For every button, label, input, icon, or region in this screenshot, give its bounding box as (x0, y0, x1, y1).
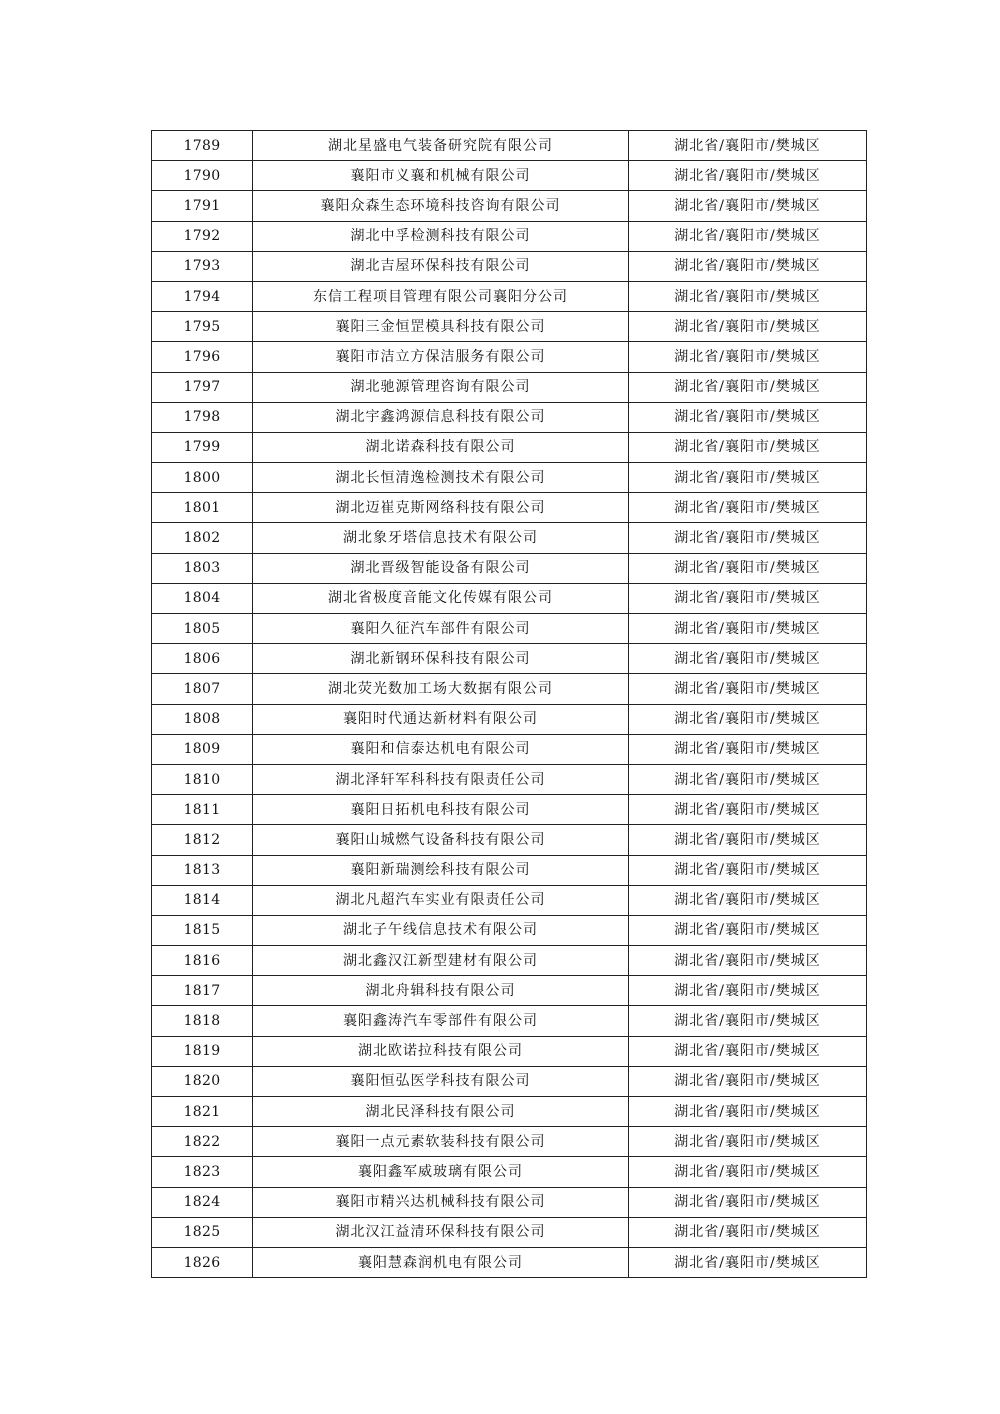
row-number-cell: 1825 (152, 1217, 253, 1247)
row-number-cell: 1810 (152, 764, 253, 794)
table-row (152, 372, 867, 402)
row-number-cell: 1822 (152, 1127, 253, 1157)
company-name-cell: 襄阳鑫涛汽车零部件有限公司 (253, 1006, 629, 1036)
row-number-cell: 1795 (152, 312, 253, 342)
company-name-cell: 湖北诺森科技有限公司 (253, 432, 629, 462)
table-row (152, 342, 867, 372)
row-number-cell: 1805 (152, 614, 253, 644)
row-number-cell: 1824 (152, 1187, 253, 1217)
table-row (152, 1217, 867, 1247)
row-number-cell: 1807 (152, 674, 253, 704)
row-number-cell: 1808 (152, 704, 253, 734)
region-cell: 湖北省/襄阳市/樊城区 (629, 976, 867, 1006)
company-name-cell: 湖北凡超汽车实业有限责任公司 (253, 885, 629, 915)
company-list-table (151, 130, 867, 1278)
row-number-cell: 1799 (152, 432, 253, 462)
row-number-cell: 1826 (152, 1247, 253, 1277)
table-row (152, 161, 867, 191)
region-cell: 湖北省/襄阳市/樊城区 (629, 704, 867, 734)
table-row (152, 1247, 867, 1277)
company-name-cell: 湖北泽轩军科科技有限责任公司 (253, 764, 629, 794)
company-name-cell: 湖北象牙塔信息技术有限公司 (253, 523, 629, 553)
region-cell: 湖北省/襄阳市/樊城区 (629, 674, 867, 704)
company-name-cell: 襄阳和信泰达机电有限公司 (253, 734, 629, 764)
company-name-cell: 东信工程项目管理有限公司襄阳分公司 (253, 281, 629, 311)
row-number-cell: 1809 (152, 734, 253, 764)
row-number-cell: 1794 (152, 281, 253, 311)
company-name-cell: 湖北欧诺拉科技有限公司 (253, 1036, 629, 1066)
row-number-cell: 1793 (152, 251, 253, 281)
company-name-cell: 湖北吉屋环保科技有限公司 (253, 251, 629, 281)
row-number-cell: 1800 (152, 463, 253, 493)
table-row (152, 131, 867, 161)
table-row (152, 915, 867, 945)
table-row (152, 764, 867, 794)
region-cell: 湖北省/襄阳市/樊城区 (629, 1247, 867, 1277)
company-name-cell: 湖北中孚检测科技有限公司 (253, 221, 629, 251)
company-name-cell: 湖北宇鑫鸿源信息科技有限公司 (253, 402, 629, 432)
table-row (152, 704, 867, 734)
row-number-cell: 1823 (152, 1157, 253, 1187)
table-row (152, 1006, 867, 1036)
region-cell: 湖北省/襄阳市/樊城区 (629, 614, 867, 644)
company-name-cell: 湖北新钢环保科技有限公司 (253, 644, 629, 674)
company-name-cell: 湖北汉江益清环保科技有限公司 (253, 1217, 629, 1247)
region-cell: 湖北省/襄阳市/樊城区 (629, 825, 867, 855)
company-name-cell: 湖北星盛电气装备研究院有限公司 (253, 131, 629, 161)
region-cell: 湖北省/襄阳市/樊城区 (629, 493, 867, 523)
company-name-cell: 襄阳恒弘医学科技有限公司 (253, 1066, 629, 1096)
row-number-cell: 1816 (152, 946, 253, 976)
table-row (152, 553, 867, 583)
company-name-cell: 湖北鑫汉江新型建材有限公司 (253, 946, 629, 976)
company-name-cell: 襄阳一点元素软装科技有限公司 (253, 1127, 629, 1157)
company-name-cell: 襄阳众森生态环境科技咨询有限公司 (253, 191, 629, 221)
region-cell: 湖北省/襄阳市/樊城区 (629, 432, 867, 462)
row-number-cell: 1813 (152, 855, 253, 885)
region-cell: 湖北省/襄阳市/樊城区 (629, 1097, 867, 1127)
company-name-cell: 湖北省极度音能文化传媒有限公司 (253, 583, 629, 613)
region-cell: 湖北省/襄阳市/樊城区 (629, 915, 867, 945)
company-name-cell: 襄阳鑫军威玻璃有限公司 (253, 1157, 629, 1187)
table-row (152, 281, 867, 311)
region-cell: 湖北省/襄阳市/樊城区 (629, 281, 867, 311)
row-number-cell: 1818 (152, 1006, 253, 1036)
table-row (152, 946, 867, 976)
table-row (152, 674, 867, 704)
table-row (152, 976, 867, 1006)
row-number-cell: 1789 (152, 131, 253, 161)
company-name-cell: 襄阳久征汽车部件有限公司 (253, 614, 629, 644)
region-cell: 湖北省/襄阳市/樊城区 (629, 402, 867, 432)
region-cell: 湖北省/襄阳市/樊城区 (629, 191, 867, 221)
row-number-cell: 1819 (152, 1036, 253, 1066)
company-name-cell: 襄阳时代通达新材料有限公司 (253, 704, 629, 734)
row-number-cell: 1802 (152, 523, 253, 553)
table-row (152, 614, 867, 644)
row-number-cell: 1801 (152, 493, 253, 523)
table-row (152, 191, 867, 221)
company-name-cell: 襄阳山城燃气设备科技有限公司 (253, 825, 629, 855)
row-number-cell: 1812 (152, 825, 253, 855)
region-cell: 湖北省/襄阳市/樊城区 (629, 1127, 867, 1157)
region-cell: 湖北省/襄阳市/樊城区 (629, 372, 867, 402)
company-name-cell: 襄阳新瑞测绘科技有限公司 (253, 855, 629, 885)
company-name-cell: 襄阳市洁立方保洁服务有限公司 (253, 342, 629, 372)
region-cell: 湖北省/襄阳市/樊城区 (629, 463, 867, 493)
company-name-cell: 襄阳三金恒罡模具科技有限公司 (253, 312, 629, 342)
company-name-cell: 襄阳市义襄和机械有限公司 (253, 161, 629, 191)
region-cell: 湖北省/襄阳市/樊城区 (629, 1157, 867, 1187)
table-row (152, 1066, 867, 1096)
row-number-cell: 1820 (152, 1066, 253, 1096)
table-row (152, 855, 867, 885)
company-name-cell: 襄阳慧森润机电有限公司 (253, 1247, 629, 1277)
row-number-cell: 1798 (152, 402, 253, 432)
region-cell: 湖北省/襄阳市/樊城区 (629, 251, 867, 281)
region-cell: 湖北省/襄阳市/樊城区 (629, 583, 867, 613)
row-number-cell: 1803 (152, 553, 253, 583)
table-row (152, 1157, 867, 1187)
region-cell: 湖北省/襄阳市/樊城区 (629, 131, 867, 161)
row-number-cell: 1814 (152, 885, 253, 915)
row-number-cell: 1792 (152, 221, 253, 251)
row-number-cell: 1791 (152, 191, 253, 221)
table-row (152, 825, 867, 855)
table-row (152, 1187, 867, 1217)
region-cell: 湖北省/襄阳市/樊城区 (629, 1036, 867, 1066)
region-cell: 湖北省/襄阳市/樊城区 (629, 885, 867, 915)
table-row (152, 1036, 867, 1066)
company-name-cell: 湖北迈崔克斯网络科技有限公司 (253, 493, 629, 523)
region-cell: 湖北省/襄阳市/樊城区 (629, 342, 867, 372)
region-cell: 湖北省/襄阳市/樊城区 (629, 1066, 867, 1096)
row-number-cell: 1797 (152, 372, 253, 402)
region-cell: 湖北省/襄阳市/樊城区 (629, 161, 867, 191)
table-row (152, 221, 867, 251)
region-cell: 湖北省/襄阳市/樊城区 (629, 1006, 867, 1036)
region-cell: 湖北省/襄阳市/樊城区 (629, 553, 867, 583)
company-name-cell: 湖北荧光数加工场大数据有限公司 (253, 674, 629, 704)
company-name-cell: 湖北子午线信息技术有限公司 (253, 915, 629, 945)
company-name-cell: 襄阳市精兴达机械科技有限公司 (253, 1187, 629, 1217)
region-cell: 湖北省/襄阳市/樊城区 (629, 523, 867, 553)
table-row (152, 644, 867, 674)
row-number-cell: 1804 (152, 583, 253, 613)
region-cell: 湖北省/襄阳市/樊城区 (629, 221, 867, 251)
region-cell: 湖北省/襄阳市/樊城区 (629, 795, 867, 825)
row-number-cell: 1790 (152, 161, 253, 191)
company-name-cell: 湖北晋级智能设备有限公司 (253, 553, 629, 583)
table-row (152, 312, 867, 342)
row-number-cell: 1817 (152, 976, 253, 1006)
table-row (152, 251, 867, 281)
row-number-cell: 1796 (152, 342, 253, 372)
company-name-cell: 襄阳日拓机电科技有限公司 (253, 795, 629, 825)
region-cell: 湖北省/襄阳市/樊城区 (629, 855, 867, 885)
table-row (152, 583, 867, 613)
table-row (152, 795, 867, 825)
row-number-cell: 1821 (152, 1097, 253, 1127)
region-cell: 湖北省/襄阳市/樊城区 (629, 734, 867, 764)
company-name-cell: 湖北舟辑科技有限公司 (253, 976, 629, 1006)
region-cell: 湖北省/襄阳市/樊城区 (629, 764, 867, 794)
row-number-cell: 1815 (152, 915, 253, 945)
table-row (152, 463, 867, 493)
table-row (152, 402, 867, 432)
table-row (152, 885, 867, 915)
row-number-cell: 1806 (152, 644, 253, 674)
company-name-cell: 湖北长恒清逸检测技术有限公司 (253, 463, 629, 493)
table-row (152, 734, 867, 764)
region-cell: 湖北省/襄阳市/樊城区 (629, 1187, 867, 1217)
region-cell: 湖北省/襄阳市/樊城区 (629, 644, 867, 674)
table-row (152, 432, 867, 462)
table-row (152, 1097, 867, 1127)
company-list-body (152, 131, 867, 1278)
company-name-cell: 湖北民泽科技有限公司 (253, 1097, 629, 1127)
region-cell: 湖北省/襄阳市/樊城区 (629, 946, 867, 976)
table-row (152, 1127, 867, 1157)
region-cell: 湖北省/襄阳市/樊城区 (629, 1217, 867, 1247)
company-name-cell: 湖北驰源管理咨询有限公司 (253, 372, 629, 402)
region-cell: 湖北省/襄阳市/樊城区 (629, 312, 867, 342)
table-row (152, 523, 867, 553)
table-row (152, 493, 867, 523)
row-number-cell: 1811 (152, 795, 253, 825)
